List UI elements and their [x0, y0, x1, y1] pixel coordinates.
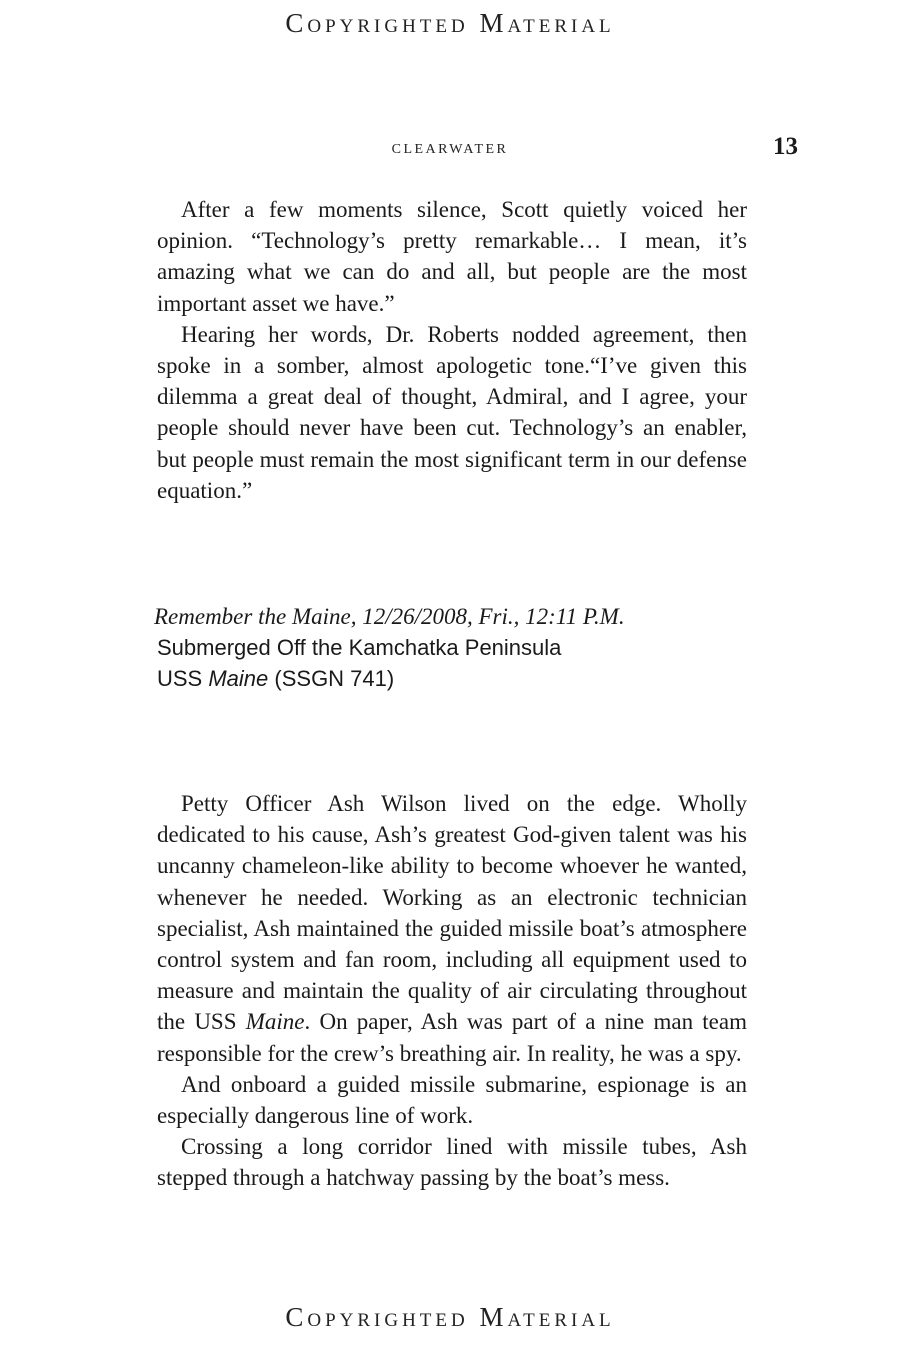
scene-vessel	[154, 663, 754, 694]
scene-heading	[154, 601, 754, 694]
vessel-suffix: (SSGN 741)	[268, 666, 395, 691]
paragraph-text: Petty Officer Ash Wilson lived on the edge. Wholly dedicated to his cause, Ash’s greatest God-given talent was his uncanny chameleon-like ability to become whoever he wanted, whenever he needed. Working as an electronic technician specialist, Ash maintained the guided missile boat’s atmosphere control system and fan room, including all equipment used to measure and maintain the quality of air circulating throughout the USS	[157, 791, 747, 1035]
scene-dateline: Remember the Maine, 12/26/2008, Fri., 12:11 P.M.	[154, 604, 625, 629]
paragraph: Hearing her words, Dr. Roberts nodded agreement, then spoke in a somber, almost apologetic tone.“I’ve given this dilemma a great deal of thought, Admiral, and I agree, your people should never have been cut. Technology’s an enabler, but people must remain the most significant term in our defense equation.”	[157, 321, 747, 503]
ship-name-italic: Maine	[245, 1009, 305, 1035]
paragraph: After a few moments silence, Scott quietly voiced her opinion. “Technology’s pretty remarkable… I mean, it’s amazing what we can do and all, but people are the most important asset we have.”	[157, 197, 747, 316]
paragraph: And onboard a guided missile submarine, espionage is an especially dangerous line of work.	[157, 1071, 747, 1129]
running-title: clearwater	[391, 136, 509, 158]
paragraph	[157, 788, 747, 1069]
paragraph-text: . On paper, Ash was part of a nine man team responsible for the crew’s breathing air. In reality, he was a spy.	[157, 1009, 747, 1066]
paragraph: Crossing a long corridor lined with missile tubes, Ash stepped through a hatchway passing by the boat’s mess.	[157, 1134, 747, 1191]
vessel-name: Maine	[208, 666, 269, 691]
scene-location: Submerged Off the Kamchatka Peninsula	[157, 635, 562, 660]
page-number: 13	[773, 133, 798, 160]
copyright-watermark-top: Copyrighted Material	[285, 8, 615, 38]
vessel-prefix: USS	[157, 666, 209, 691]
body-text-bottom	[157, 788, 747, 1194]
body-text-top	[157, 194, 747, 506]
copyright-watermark-bottom: Copyrighted Material	[285, 1302, 615, 1332]
